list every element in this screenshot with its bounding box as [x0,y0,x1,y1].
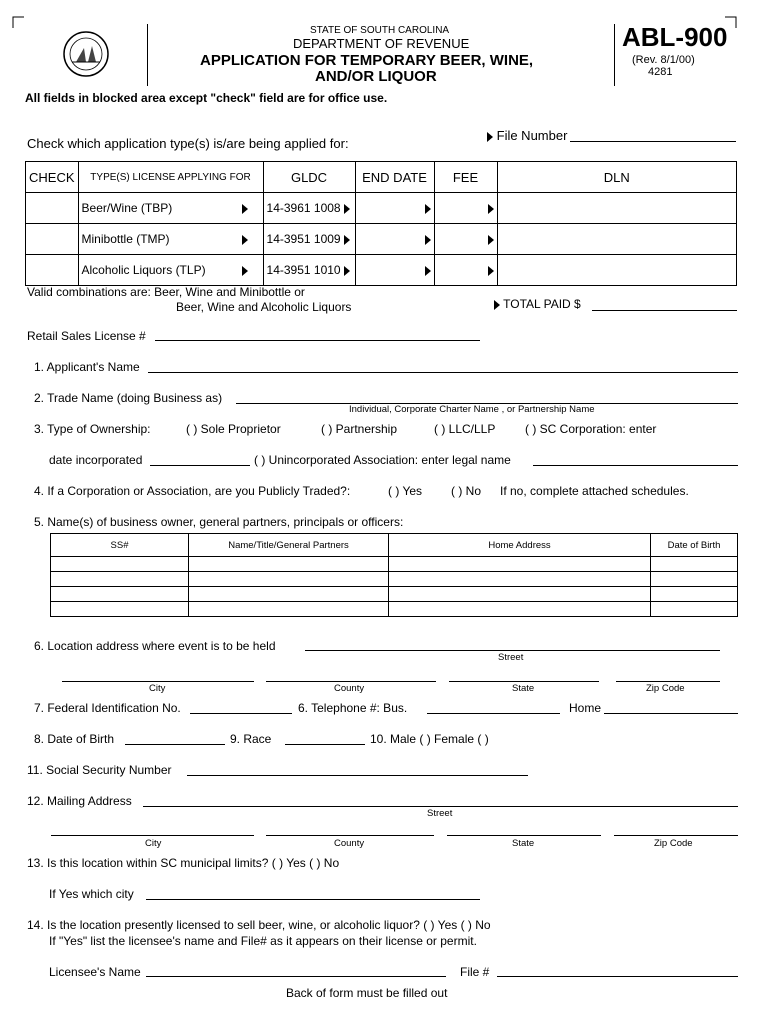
q7-label: 7. Federal Identification No. [34,701,181,715]
federal-id-field[interactable] [190,713,292,714]
arrow-icon [494,300,500,310]
licensee-name-field[interactable] [146,976,446,977]
arrow-icon [488,204,494,214]
mailing-city-field[interactable] [51,835,254,836]
table-row [51,602,738,617]
col-home-address: Home Address [389,534,651,557]
col-dln: DLN [497,162,736,193]
dln-cell[interactable] [497,224,736,255]
date-incorporated-label: date incorporated [49,453,143,467]
ownership-sc-corporation[interactable]: ( ) SC Corporation: enter [525,422,657,436]
q11-label: 11. Social Security Number [27,763,172,777]
mailing-street-label: Street [427,808,453,819]
header-state: STATE OF SOUTH CAROLINA [310,25,450,36]
fee-cell[interactable] [434,255,497,286]
arrow-icon [425,204,431,214]
mailing-county-field[interactable] [266,835,434,836]
license-row-minibottle [26,224,737,255]
license-row-liquor [26,255,737,286]
check-cell-beer-wine[interactable] [26,193,79,224]
arrow-icon [425,235,431,245]
licensee-file-label: File # [460,965,490,979]
ssn-field[interactable] [187,775,528,776]
col-license-type: TYPE(S) LICENSE APPLYING FOR [78,162,263,193]
q14-label[interactable]: 14. Is the location presently licensed to sell beer, wine, or alcoholic liquor? ( ) Yes ( ) No [27,918,491,932]
fee-cell[interactable] [434,224,497,255]
event-city-field[interactable] [62,681,254,682]
arrow-icon [488,266,494,276]
arrow-icon [487,132,493,142]
ownership-llc[interactable]: ( ) LLC/LLP [434,422,496,436]
legal-name-field[interactable] [533,465,738,466]
footer-note: Back of form must be filled out [286,986,448,1000]
ownership-partnership[interactable]: ( ) Partnership [321,422,398,436]
valid-combinations-1: Valid combinations are: Beer, Wine and Minibottle or [27,285,305,299]
col-end-date: END DATE [355,162,434,193]
owners-table [50,533,738,617]
arrow-icon [344,235,350,245]
form-id: ABL-900 [622,22,728,52]
col-fee: FEE [434,162,497,193]
state-seal-icon [62,30,110,78]
check-prompt: Check which application type(s) is/are being applied for: [27,136,349,151]
event-street-field[interactable] [305,650,720,651]
arrow-icon [344,266,350,276]
total-paid-label: TOTAL PAID $ [494,297,581,311]
q1-label: 1. Applicant's Name [34,360,140,374]
gldc-value: 14-3961 1008 [266,201,341,215]
q4-label: 4. If a Corporation or Association, are you Publicly Traded?: [34,484,351,498]
corner-mark-top-left [12,16,24,28]
form-code: 4281 [648,66,673,78]
event-county-field[interactable] [266,681,436,682]
event-street-label: Street [498,652,524,663]
fee-cell[interactable] [434,193,497,224]
arrow-icon [242,235,248,245]
col-gldc: GLDC [263,162,355,193]
telephone-label: 6. Telephone #: Bus. [298,701,408,715]
valid-combinations-2: Beer, Wine and Alcoholic Liquors [176,300,352,314]
business-phone-field[interactable] [427,713,560,714]
col-date-of-birth: Date of Birth [651,534,738,557]
ownership-sole-proprietor[interactable]: ( ) Sole Proprietor [186,422,281,436]
gldc-value: 14-3951 1010 [266,263,341,277]
table-row [51,572,738,587]
form-revision: (Rev. 8/1/00) [632,54,695,66]
arrow-icon [242,204,248,214]
header-divider-right [614,24,615,86]
license-type-label: Alcoholic Liquors (TLP) [81,263,206,277]
q3-label: 3. Type of Ownership: [34,422,151,436]
home-phone-label: Home [569,701,602,715]
q9-label: 9. Race [230,732,272,746]
retail-license-field[interactable] [155,340,480,341]
q2-label: 2. Trade Name (doing Business as) [34,391,223,405]
q2-sublabel: Individual, Corporate Charter Name , or Partnership Name [349,404,595,415]
licensee-file-field[interactable] [497,976,738,977]
home-phone-field[interactable] [604,713,738,714]
gldc-value: 14-3951 1009 [266,232,341,246]
applicant-name-field[interactable] [148,372,738,373]
retail-license-label: Retail Sales License # [27,329,146,343]
dln-cell[interactable] [497,193,736,224]
col-name-title: Name/Title/General Partners [189,534,389,557]
license-table [25,161,737,286]
arrow-icon [242,266,248,276]
q5-label: 5. Name(s) of business owner, general partners, principals or officers: [34,515,404,529]
q13-label[interactable]: 13. Is this location within SC municipal limits? ( ) Yes ( ) No [27,856,340,870]
publicly-traded-no[interactable]: ( ) No [451,484,481,498]
mailing-county-label: County [334,838,365,849]
event-state-field[interactable] [449,681,599,682]
q6-label: 6. Location address where event is to be held [34,639,276,653]
total-paid-field[interactable] [592,310,737,311]
owners-table-header [51,534,738,557]
event-zip-label: Zip Code [646,683,685,694]
mailing-state-label: State [512,838,535,849]
event-city-label: City [149,683,166,694]
arrow-icon [425,266,431,276]
licensee-name-label: Licensee's Name [49,965,141,979]
event-state-label: State [512,683,535,694]
arrow-icon [344,204,350,214]
table-row [51,587,738,602]
q4-note: If no, complete attached schedules. [500,484,689,498]
arrow-icon [488,235,494,245]
end-date-cell[interactable] [355,193,434,224]
date-of-birth-field[interactable] [125,744,225,745]
col-ssn: SS# [51,534,189,557]
header-divider-left [147,24,148,86]
end-date-cell[interactable] [355,255,434,286]
dln-cell[interactable] [497,255,736,286]
event-county-label: County [334,683,365,694]
mailing-state-field[interactable] [447,835,601,836]
file-number-field[interactable] [570,141,736,142]
form-title-line2: AND/OR LIQUOR [315,68,437,85]
mailing-city-label: City [145,838,162,849]
q14-sublabel: If "Yes" list the licensee's name and File# as it appears on their license or permit. [49,934,477,948]
license-row-beer-wine [26,193,737,224]
table-row [51,557,738,572]
race-field[interactable] [285,744,365,745]
municipal-city-field[interactable] [146,899,480,900]
end-date-cell[interactable] [355,224,434,255]
q10-gender[interactable]: 10. Male ( ) Female ( ) [370,732,489,746]
date-incorporated-field[interactable] [150,465,250,466]
file-number-label: File Number [487,128,567,143]
mailing-zip-field[interactable] [614,835,738,836]
license-table-header [26,162,737,193]
col-check: CHECK [26,162,79,193]
check-cell-liquor[interactable] [26,255,79,286]
ownership-unincorporated[interactable]: ( ) Unincorporated Association: enter legal name [254,453,511,467]
license-type-label: Beer/Wine (TBP) [81,201,173,215]
license-type-label: Minibottle (TMP) [81,232,170,246]
check-cell-minibottle[interactable] [26,224,79,255]
header-department: DEPARTMENT OF REVENUE [293,36,470,51]
q13-city-label: If Yes which city [49,887,134,901]
q8-label: 8. Date of Birth [34,732,115,746]
form-title-line1: APPLICATION FOR TEMPORARY BEER, WINE, [200,52,534,69]
publicly-traded-yes[interactable]: ( ) Yes [388,484,423,498]
office-use-notice: All fields in blocked area except "check" field are for office use. [25,91,388,105]
mailing-street-field[interactable] [143,806,738,807]
mailing-zip-label: Zip Code [654,838,693,849]
event-zip-field[interactable] [616,681,720,682]
q12-label: 12. Mailing Address [27,794,132,808]
